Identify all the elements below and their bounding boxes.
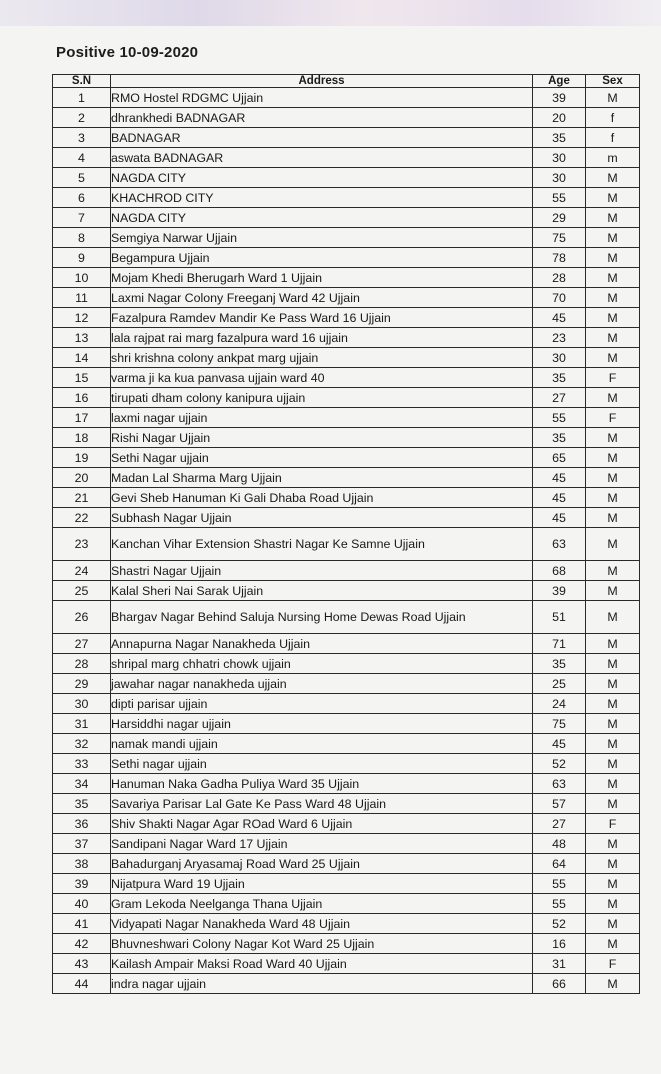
row-sex-cell: F xyxy=(586,814,640,834)
table-row xyxy=(53,674,640,694)
row-sex-cell: M xyxy=(586,448,640,468)
table-row xyxy=(53,734,640,754)
row-age-cell: 23 xyxy=(533,328,586,348)
row-address-cell: Begampura Ujjain xyxy=(111,248,533,268)
row-address-cell: Sethi nagar ujjain xyxy=(111,754,533,774)
row-sn-cell: 18 xyxy=(53,428,111,448)
row-sn-cell: 17 xyxy=(53,408,111,428)
row-address-cell: aswata BADNAGAR xyxy=(111,148,533,168)
table-row xyxy=(53,654,640,674)
table-row xyxy=(53,914,640,934)
table-row xyxy=(53,348,640,368)
row-sn-cell: 22 xyxy=(53,508,111,528)
row-sex-cell: M xyxy=(586,228,640,248)
row-address-cell: Kanchan Vihar Extension Shastri Nagar Ke Samne Ujjain xyxy=(111,528,533,561)
row-sn-cell: 11 xyxy=(53,288,111,308)
row-address-cell: Fazalpura Ramdev Mandir Ke Pass Ward 16 Ujjain xyxy=(111,308,533,328)
row-sn-cell: 4 xyxy=(53,148,111,168)
row-age-cell: 30 xyxy=(533,348,586,368)
row-age-cell: 45 xyxy=(533,488,586,508)
row-address-cell: Nijatpura Ward 19 Ujjain xyxy=(111,874,533,894)
row-sex-cell: M xyxy=(586,854,640,874)
table-row xyxy=(53,368,640,388)
row-sn-cell: 24 xyxy=(53,561,111,581)
row-sex-cell: M xyxy=(586,88,640,108)
row-address-cell: dipti parisar ujjain xyxy=(111,694,533,714)
table-row xyxy=(53,288,640,308)
table-row xyxy=(53,268,640,288)
row-sn-cell: 21 xyxy=(53,488,111,508)
table-row xyxy=(53,428,640,448)
row-sn-cell: 8 xyxy=(53,228,111,248)
row-sn-cell: 35 xyxy=(53,794,111,814)
table-body xyxy=(53,88,640,994)
row-address-cell: Bhuvneshwari Colony Nagar Kot Ward 25 Ujjain xyxy=(111,934,533,954)
row-address-cell: Vidyapati Nagar Nanakheda Ward 48 Ujjain xyxy=(111,914,533,934)
row-sn-cell: 16 xyxy=(53,388,111,408)
row-sex-cell: F xyxy=(586,368,640,388)
row-age-cell: 29 xyxy=(533,208,586,228)
row-address-cell: Rishi Nagar Ujjain xyxy=(111,428,533,448)
table-row xyxy=(53,488,640,508)
table-row xyxy=(53,814,640,834)
row-age-cell: 55 xyxy=(533,408,586,428)
row-sex-cell: M xyxy=(586,208,640,228)
row-address-cell: Hanuman Naka Gadha Puliya Ward 35 Ujjain xyxy=(111,774,533,794)
row-sn-cell: 2 xyxy=(53,108,111,128)
row-sn-cell: 10 xyxy=(53,268,111,288)
row-sex-cell: M xyxy=(586,581,640,601)
row-address-cell: jawahar nagar nanakheda ujjain xyxy=(111,674,533,694)
row-sn-cell: 7 xyxy=(53,208,111,228)
row-sex-cell: M xyxy=(586,694,640,714)
row-age-cell: 55 xyxy=(533,188,586,208)
row-sn-cell: 29 xyxy=(53,674,111,694)
row-address-cell: Kailash Ampair Maksi Road Ward 40 Ujjain xyxy=(111,954,533,974)
row-sex-cell: F xyxy=(586,408,640,428)
row-sex-cell: M xyxy=(586,508,640,528)
row-sn-cell: 42 xyxy=(53,934,111,954)
row-sex-cell: M xyxy=(586,754,640,774)
row-age-cell: 63 xyxy=(533,528,586,561)
row-age-cell: 39 xyxy=(533,581,586,601)
row-sex-cell: f xyxy=(586,128,640,148)
row-sex-cell: f xyxy=(586,108,640,128)
table-row xyxy=(53,561,640,581)
row-sn-cell: 34 xyxy=(53,774,111,794)
row-age-cell: 25 xyxy=(533,674,586,694)
table-row xyxy=(53,228,640,248)
row-address-cell: NAGDA CITY xyxy=(111,168,533,188)
table-row xyxy=(53,108,640,128)
row-age-cell: 75 xyxy=(533,714,586,734)
row-sex-cell: F xyxy=(586,954,640,974)
table-row xyxy=(53,148,640,168)
row-sn-cell: 5 xyxy=(53,168,111,188)
row-sn-cell: 27 xyxy=(53,634,111,654)
row-age-cell: 57 xyxy=(533,794,586,814)
row-sn-cell: 28 xyxy=(53,654,111,674)
table-row xyxy=(53,88,640,108)
row-address-cell: Kalal Sheri Nai Sarak Ujjain xyxy=(111,581,533,601)
table-row xyxy=(53,468,640,488)
row-address-cell: Sandipani Nagar Ward 17 Ujjain xyxy=(111,834,533,854)
row-address-cell: shri krishna colony ankpat marg ujjain xyxy=(111,348,533,368)
table-row xyxy=(53,308,640,328)
row-address-cell: lala rajpat rai marg fazalpura ward 16 ujjain xyxy=(111,328,533,348)
table-row xyxy=(53,694,640,714)
row-address-cell: Savariya Parisar Lal Gate Ke Pass Ward 48 Ujjain xyxy=(111,794,533,814)
row-sex-cell: M xyxy=(586,774,640,794)
row-age-cell: 39 xyxy=(533,88,586,108)
table-row xyxy=(53,581,640,601)
row-age-cell: 27 xyxy=(533,388,586,408)
row-age-cell: 28 xyxy=(533,268,586,288)
row-age-cell: 45 xyxy=(533,308,586,328)
table-row xyxy=(53,954,640,974)
row-address-cell: Annapurna Nagar Nanakheda Ujjain xyxy=(111,634,533,654)
header-sn: S.N xyxy=(53,75,111,88)
row-sn-cell: 32 xyxy=(53,734,111,754)
row-age-cell: 35 xyxy=(533,128,586,148)
table-row xyxy=(53,128,640,148)
row-sn-cell: 37 xyxy=(53,834,111,854)
row-address-cell: laxmi nagar ujjain xyxy=(111,408,533,428)
header-address: Address xyxy=(111,75,533,88)
row-address-cell: Harsiddhi nagar ujjain xyxy=(111,714,533,734)
table-row xyxy=(53,894,640,914)
row-address-cell: Gevi Sheb Hanuman Ki Gali Dhaba Road Ujjain xyxy=(111,488,533,508)
row-sn-cell: 9 xyxy=(53,248,111,268)
table-row xyxy=(53,834,640,854)
row-age-cell: 75 xyxy=(533,228,586,248)
row-sex-cell: M xyxy=(586,974,640,994)
row-sex-cell: M xyxy=(586,468,640,488)
row-address-cell: Mojam Khedi Bherugarh Ward 1 Ujjain xyxy=(111,268,533,288)
row-sn-cell: 6 xyxy=(53,188,111,208)
row-sex-cell: M xyxy=(586,528,640,561)
row-age-cell: 51 xyxy=(533,601,586,634)
row-age-cell: 45 xyxy=(533,734,586,754)
row-sn-cell: 25 xyxy=(53,581,111,601)
row-age-cell: 68 xyxy=(533,561,586,581)
row-sex-cell: M xyxy=(586,488,640,508)
row-address-cell: Laxmi Nagar Colony Freeganj Ward 42 Ujjain xyxy=(111,288,533,308)
row-sex-cell: M xyxy=(586,874,640,894)
row-sex-cell: M xyxy=(586,168,640,188)
row-address-cell: Shiv Shakti Nagar Agar ROad Ward 6 Ujjain xyxy=(111,814,533,834)
row-age-cell: 16 xyxy=(533,934,586,954)
table-row xyxy=(53,208,640,228)
row-sex-cell: M xyxy=(586,561,640,581)
row-sex-cell: M xyxy=(586,674,640,694)
row-sex-cell: M xyxy=(586,714,640,734)
row-age-cell: 64 xyxy=(533,854,586,874)
row-age-cell: 63 xyxy=(533,774,586,794)
table-row xyxy=(53,634,640,654)
row-address-cell: tirupati dham colony kanipura ujjain xyxy=(111,388,533,408)
row-age-cell: 30 xyxy=(533,168,586,188)
row-sex-cell: M xyxy=(586,308,640,328)
row-age-cell: 48 xyxy=(533,834,586,854)
header-age: Age xyxy=(533,75,586,88)
row-sn-cell: 1 xyxy=(53,88,111,108)
row-age-cell: 55 xyxy=(533,874,586,894)
table-row xyxy=(53,874,640,894)
table-row xyxy=(53,248,640,268)
row-sn-cell: 30 xyxy=(53,694,111,714)
row-sn-cell: 14 xyxy=(53,348,111,368)
row-sn-cell: 19 xyxy=(53,448,111,468)
row-sn-cell: 33 xyxy=(53,754,111,774)
row-sn-cell: 20 xyxy=(53,468,111,488)
row-sex-cell: M xyxy=(586,188,640,208)
table-row xyxy=(53,601,640,634)
table-row xyxy=(53,168,640,188)
row-address-cell: Shastri Nagar Ujjain xyxy=(111,561,533,581)
positive-cases-table xyxy=(52,74,640,994)
table-row xyxy=(53,528,640,561)
row-sex-cell: M xyxy=(586,288,640,308)
row-age-cell: 35 xyxy=(533,428,586,448)
row-age-cell: 55 xyxy=(533,894,586,914)
table-row xyxy=(53,408,640,428)
row-sex-cell: M xyxy=(586,268,640,288)
row-sex-cell: M xyxy=(586,654,640,674)
table-row xyxy=(53,188,640,208)
row-age-cell: 52 xyxy=(533,754,586,774)
row-sex-cell: M xyxy=(586,834,640,854)
row-address-cell: Sethi Nagar ujjain xyxy=(111,448,533,468)
row-age-cell: 31 xyxy=(533,954,586,974)
table-row xyxy=(53,774,640,794)
row-address-cell: varma ji ka kua panvasa ujjain ward 40 xyxy=(111,368,533,388)
row-sn-cell: 44 xyxy=(53,974,111,994)
table-row xyxy=(53,854,640,874)
row-address-cell: KHACHROD CITY xyxy=(111,188,533,208)
table-header-row xyxy=(53,75,640,88)
row-sex-cell: M xyxy=(586,428,640,448)
row-sn-cell: 26 xyxy=(53,601,111,634)
row-address-cell: Gram Lekoda Neelganga Thana Ujjain xyxy=(111,894,533,914)
row-sex-cell: M xyxy=(586,248,640,268)
row-address-cell: Subhash Nagar Ujjain xyxy=(111,508,533,528)
row-address-cell: NAGDA CITY xyxy=(111,208,533,228)
row-sn-cell: 15 xyxy=(53,368,111,388)
row-sn-cell: 41 xyxy=(53,914,111,934)
row-age-cell: 71 xyxy=(533,634,586,654)
table-row xyxy=(53,714,640,734)
row-age-cell: 24 xyxy=(533,694,586,714)
row-sex-cell: M xyxy=(586,794,640,814)
row-age-cell: 45 xyxy=(533,508,586,528)
row-sn-cell: 13 xyxy=(53,328,111,348)
row-age-cell: 45 xyxy=(533,468,586,488)
row-address-cell: dhrankhedi BADNAGAR xyxy=(111,108,533,128)
row-address-cell: Bahadurganj Aryasamaj Road Ward 25 Ujjain xyxy=(111,854,533,874)
row-sex-cell: M xyxy=(586,328,640,348)
table-row xyxy=(53,794,640,814)
row-address-cell: Madan Lal Sharma Marg Ujjain xyxy=(111,468,533,488)
row-sex-cell: M xyxy=(586,634,640,654)
row-sex-cell: M xyxy=(586,894,640,914)
row-sn-cell: 43 xyxy=(53,954,111,974)
row-sex-cell: M xyxy=(586,914,640,934)
row-sn-cell: 39 xyxy=(53,874,111,894)
row-address-cell: namak mandi ujjain xyxy=(111,734,533,754)
table-row xyxy=(53,508,640,528)
row-sex-cell: M xyxy=(586,388,640,408)
row-age-cell: 27 xyxy=(533,814,586,834)
header-sex: Sex xyxy=(586,75,640,88)
row-age-cell: 30 xyxy=(533,148,586,168)
row-sex-cell: m xyxy=(586,148,640,168)
table-row xyxy=(53,754,640,774)
row-age-cell: 35 xyxy=(533,654,586,674)
row-sn-cell: 23 xyxy=(53,528,111,561)
row-age-cell: 35 xyxy=(533,368,586,388)
row-age-cell: 66 xyxy=(533,974,586,994)
row-sex-cell: M xyxy=(586,601,640,634)
row-sn-cell: 12 xyxy=(53,308,111,328)
row-address-cell: Bhargav Nagar Behind Saluja Nursing Home Dewas Road Ujjain xyxy=(111,601,533,634)
row-age-cell: 20 xyxy=(533,108,586,128)
row-sn-cell: 38 xyxy=(53,854,111,874)
row-address-cell: RMO Hostel RDGMC Ujjain xyxy=(111,88,533,108)
row-age-cell: 52 xyxy=(533,914,586,934)
row-address-cell: shripal marg chhatri chowk ujjain xyxy=(111,654,533,674)
row-sex-cell: M xyxy=(586,348,640,368)
row-age-cell: 78 xyxy=(533,248,586,268)
page-title: Positive 10-09-2020 xyxy=(56,44,199,61)
row-sn-cell: 40 xyxy=(53,894,111,914)
row-age-cell: 70 xyxy=(533,288,586,308)
row-address-cell: Semgiya Narwar Ujjain xyxy=(111,228,533,248)
row-sex-cell: M xyxy=(586,934,640,954)
table-row xyxy=(53,388,640,408)
scan-top-band xyxy=(0,0,661,26)
row-sn-cell: 3 xyxy=(53,128,111,148)
row-sex-cell: M xyxy=(586,734,640,754)
table-row xyxy=(53,974,640,994)
row-age-cell: 65 xyxy=(533,448,586,468)
row-sn-cell: 31 xyxy=(53,714,111,734)
row-address-cell: indra nagar ujjain xyxy=(111,974,533,994)
table-row xyxy=(53,328,640,348)
table-row xyxy=(53,448,640,468)
row-address-cell: BADNAGAR xyxy=(111,128,533,148)
row-sn-cell: 36 xyxy=(53,814,111,834)
table-row xyxy=(53,934,640,954)
